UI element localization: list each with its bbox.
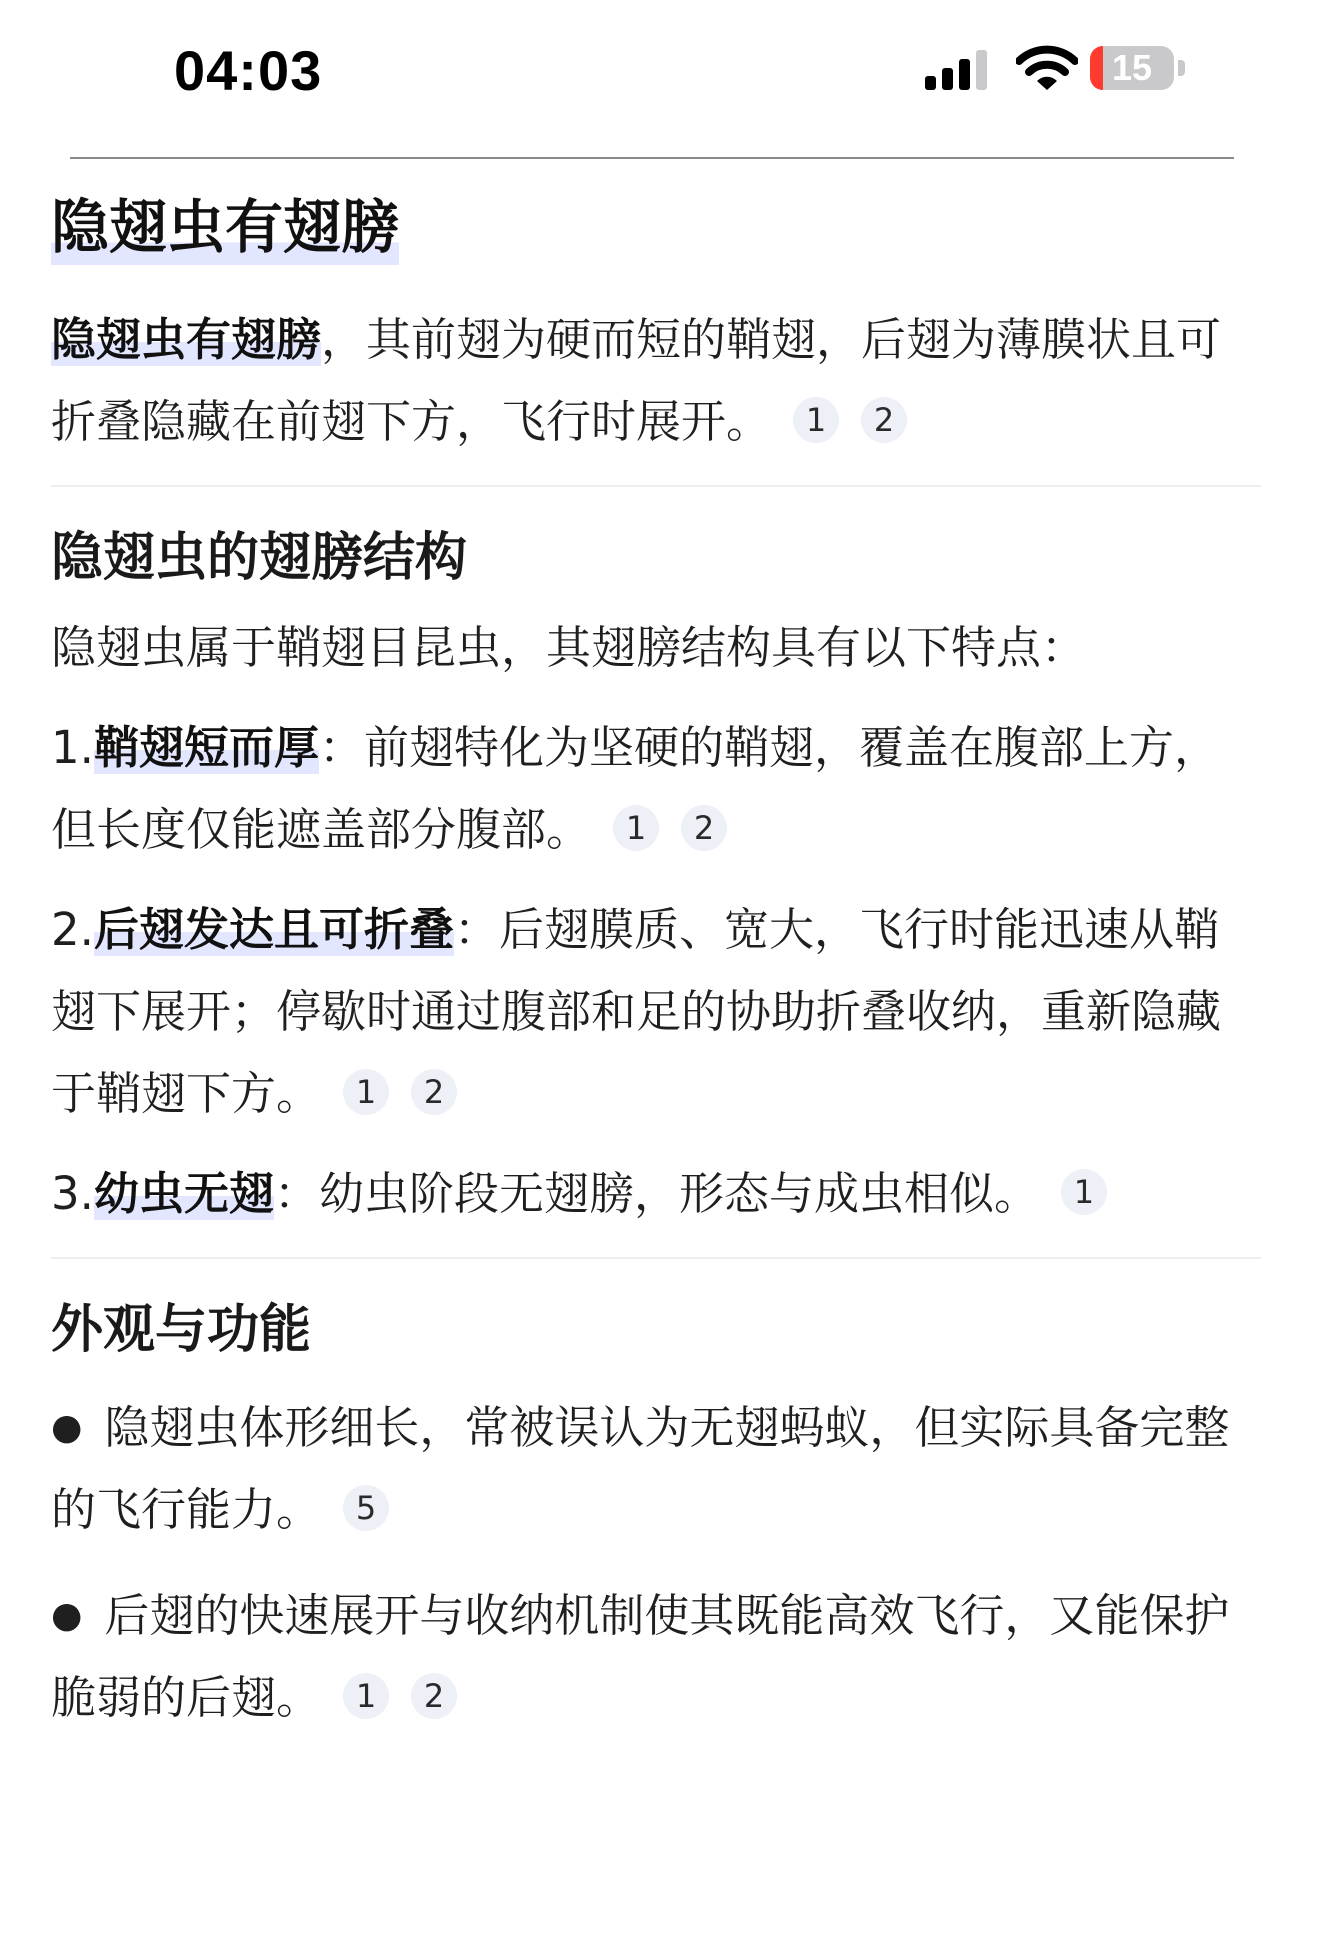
bullet-text: 后翅的快速展开与收纳机制使其既能高效飞行，又能保护脆弱的后翅。 bbox=[51, 1588, 1230, 1724]
bullet-icon: ● bbox=[51, 1594, 83, 1636]
section-lead: 隐翅虫属于鞘翅目昆虫，其翅膀结构具有以下特点： bbox=[51, 620, 1087, 674]
section-divider bbox=[51, 485, 1261, 487]
item-text: ：后翅膜质、宽大，飞行时能迅速从鞘翅下展开；停歇时通过腹部和足的协助折叠收纳，重新隐藏于鞘翅下方。 bbox=[51, 902, 1222, 1120]
citation-badge[interactable]: 1 bbox=[343, 1673, 389, 1719]
citation-badge[interactable]: 5 bbox=[343, 1485, 389, 1531]
citation-badge[interactable]: 1 bbox=[793, 397, 839, 443]
item-highlight: 幼虫无翅 bbox=[93, 1166, 274, 1220]
numbered-list bbox=[51, 707, 1261, 1235]
citation-badge[interactable]: 2 bbox=[411, 1673, 457, 1719]
item-highlight: 鞘翅短而厚 bbox=[93, 720, 319, 774]
bullet-text: 隐翅虫体形细长，常被误认为无翅蚂蚁，但实际具备完整的飞行能力。 bbox=[51, 1400, 1230, 1536]
answer-content bbox=[51, 190, 1261, 1739]
bullet-icon: ● bbox=[51, 1406, 83, 1448]
battery-percent: 15 bbox=[1111, 47, 1153, 88]
citation-badge[interactable]: 1 bbox=[613, 805, 659, 851]
intro-text: ，其前翅为硬而短的鞘翅，后翅为薄膜状且可折叠隐藏在前翅下方，飞行时展开。 bbox=[51, 313, 1222, 449]
section-heading-appearance: 外观与功能 bbox=[51, 1299, 312, 1360]
citation-badge[interactable]: 2 bbox=[411, 1069, 457, 1115]
section-heading-structure: 隐翅虫的翅膀结构 bbox=[51, 528, 468, 589]
top-divider bbox=[70, 157, 1234, 159]
list-item bbox=[51, 889, 1261, 1135]
status-bar bbox=[0, 0, 1320, 140]
item-highlight: 后翅发达且可折叠 bbox=[93, 902, 454, 956]
list-number: 2. bbox=[51, 902, 94, 956]
item-text: ：幼虫阶段无翅膀，形态与成虫相似。 bbox=[273, 1166, 1039, 1220]
citation-badge[interactable]: 2 bbox=[681, 805, 727, 851]
list-number: 1. bbox=[51, 720, 94, 774]
page-title: 隐翅虫有翅膀 bbox=[51, 190, 399, 265]
wifi-icon bbox=[1016, 44, 1078, 92]
citation-badge[interactable]: 2 bbox=[861, 397, 907, 443]
section-divider bbox=[51, 1257, 1261, 1259]
list-number: 3. bbox=[51, 1166, 94, 1220]
list-item bbox=[51, 707, 1261, 871]
signal-icon bbox=[925, 50, 989, 90]
intro-highlight: 隐翅虫有翅膀 bbox=[51, 313, 322, 367]
bullet-list bbox=[51, 1387, 1261, 1739]
list-item bbox=[51, 1575, 1261, 1739]
intro-paragraph bbox=[51, 299, 1261, 463]
list-item bbox=[51, 1153, 1261, 1235]
citation-badge[interactable]: 1 bbox=[1061, 1169, 1107, 1215]
citation-badge[interactable]: 1 bbox=[343, 1069, 389, 1115]
battery-icon bbox=[1090, 46, 1186, 90]
item-text: ：前翅特化为坚硬的鞘翅，覆盖在腹部上方，但长度仅能遮盖部分腹部。 bbox=[51, 720, 1219, 856]
status-time: 04:03 bbox=[174, 39, 323, 102]
list-item bbox=[51, 1387, 1261, 1551]
